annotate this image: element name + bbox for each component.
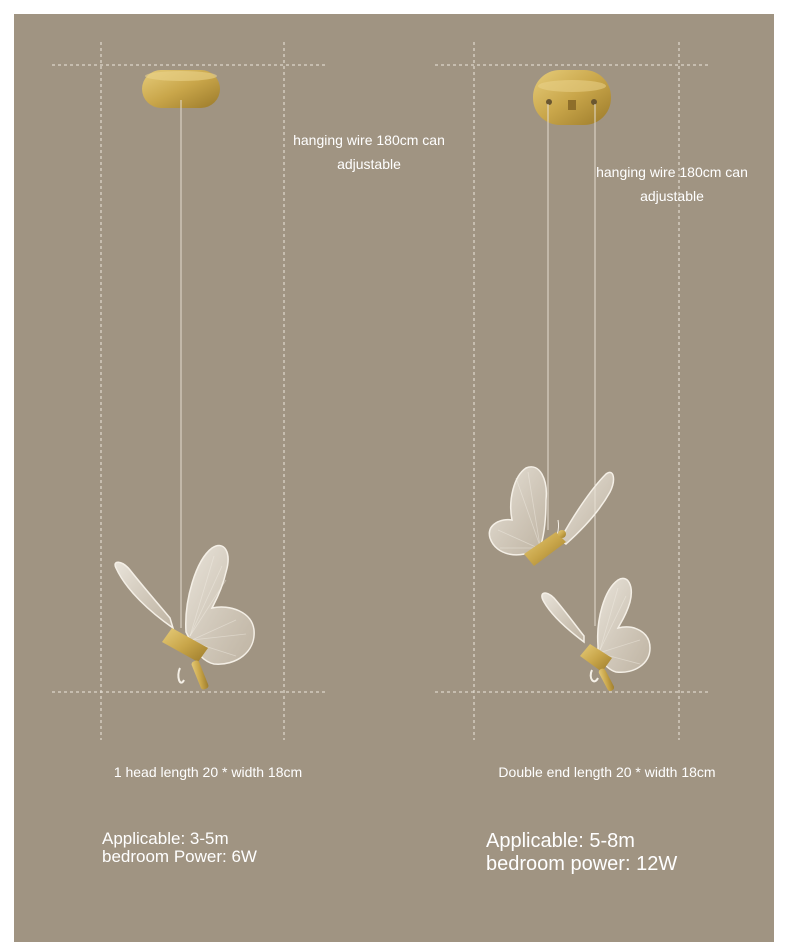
ceiling-canopy-right xyxy=(533,70,611,125)
wire-note-left-line1: hanging wire 180cm can xyxy=(293,132,445,148)
butterfly-wing-back-left xyxy=(115,562,173,628)
dimension-text-right: Double end length 20 * width 18cm xyxy=(498,764,716,780)
wire-note-right-line1: hanging wire 180cm can xyxy=(596,164,748,180)
spec-block-right xyxy=(486,830,677,876)
butterfly-wing-upper-front xyxy=(560,472,613,544)
wire-note-left-line2: adjustable xyxy=(337,156,401,172)
spec-block-left xyxy=(102,830,257,866)
applicable-text-right: Applicable: 5-8m xyxy=(486,830,635,852)
butterfly-wing-upper-back xyxy=(489,467,546,555)
wire-note-right xyxy=(577,160,767,208)
wire-note-left xyxy=(274,128,464,176)
dimension-text-left: 1 head length 20 * width 18cm xyxy=(113,764,303,780)
applicable-text-left: Applicable: 3-5m xyxy=(102,829,229,848)
dimension-guides-right xyxy=(435,42,710,740)
single-head-lamp xyxy=(115,70,254,690)
power-text-right: bedroom power: 12W xyxy=(486,853,678,875)
power-text-left: bedroom Power: 6W xyxy=(102,847,257,866)
butterfly-wing-lower-back xyxy=(542,593,584,642)
wire-note-right-line2: adjustable xyxy=(640,188,704,204)
